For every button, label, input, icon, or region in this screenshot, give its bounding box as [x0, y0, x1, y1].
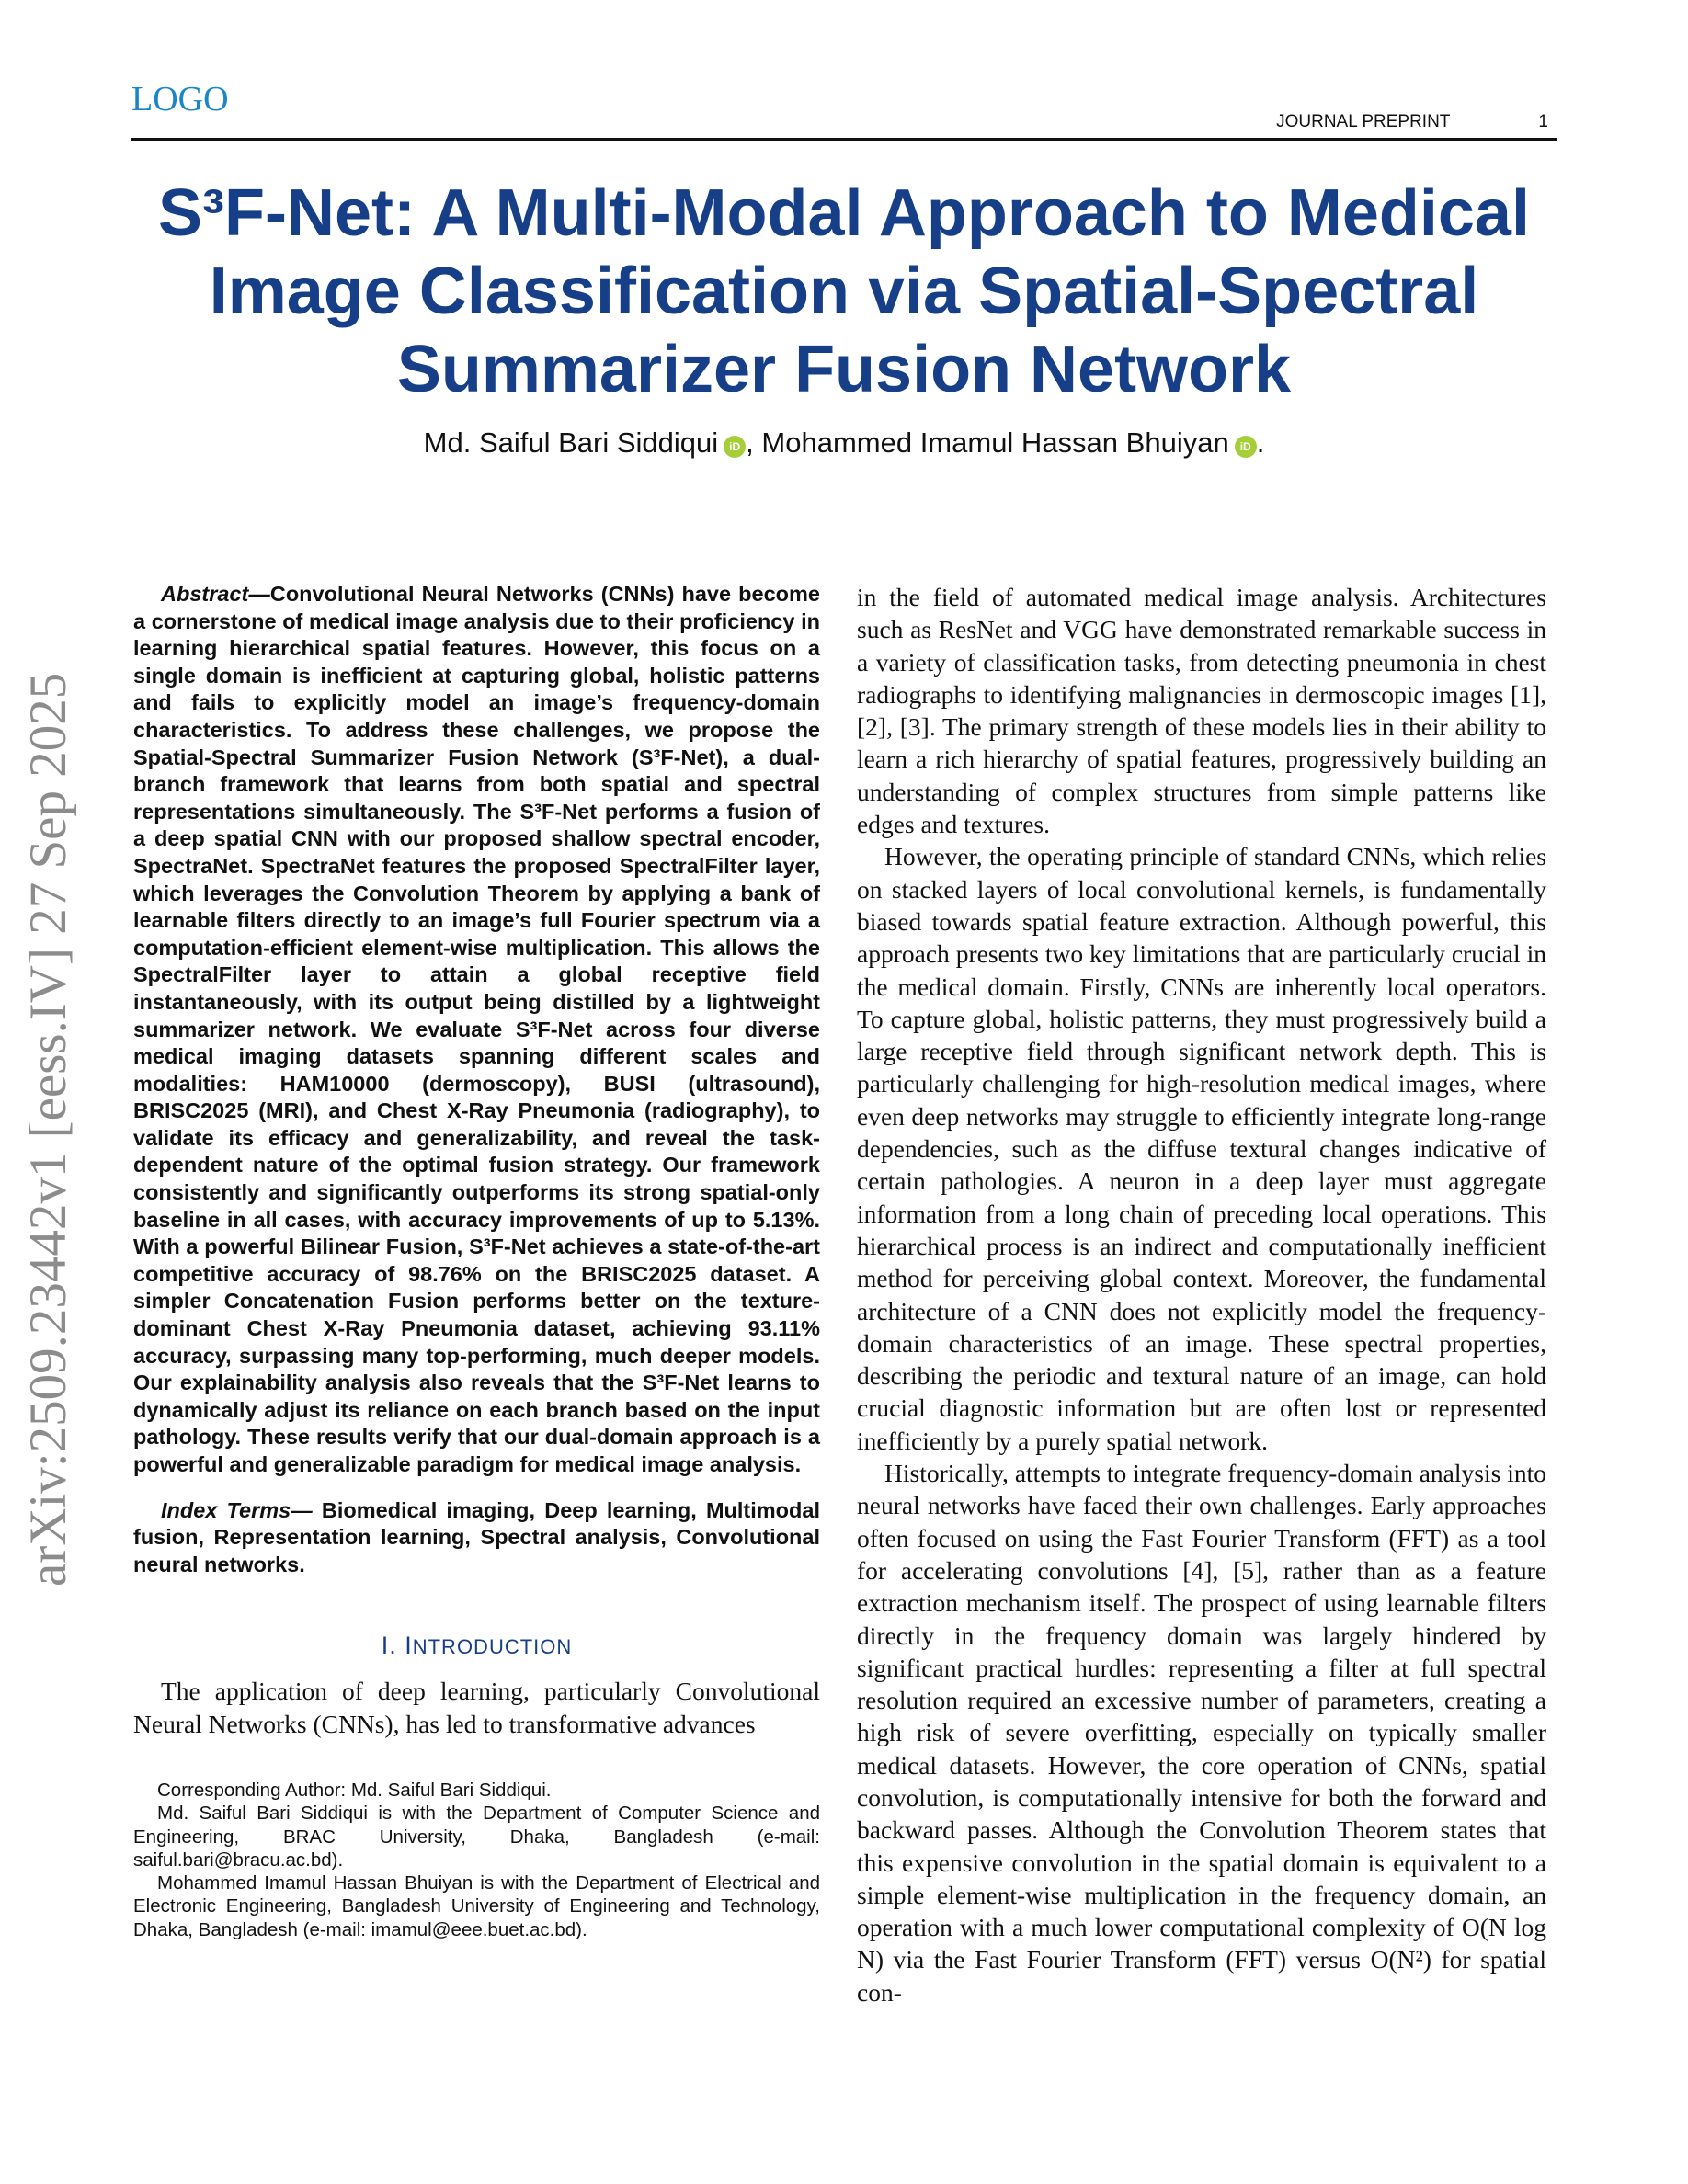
body-paragraph-2: However, the operating principle of standard CNNs, which relies on stacked layers of local convolutional kernels, is fundamentally biased towards spatial feature extraction. Although powerful, this approach presents two key limitations that are particularly crucial in the medical domain. Firstly, CNNs are inherently local operators. To capture global, holistic patterns, they must progressively build a large receptive field through significant network depth. This is particularly challenging for high-resolution medical images, where even deep networks may struggle to efficiently integrate long-range dependencies, such as the diffuse textural changes indicative of certain pathologies. A neuron in a deep layer must aggregate information from a long chain of preceding local operations. This hierarchical process is an indirect and computationally inefficient method for perceiving global context. Moreover, the fundamental architecture of a CNN does not explicitly model the frequency-domain characteristics of an image. These spectral properties, describing the periodic and textural nature of an image, can hold crucial diagnostic information but are often lost or represented inefficiently by a purely spatial network.	[857, 842, 1546, 1455]
journal-name: JOURNAL PREPRINT	[1276, 112, 1451, 131]
arxiv-stamp: arXiv:2509.23442v1 [eess.IV] 27 Sep 2025	[19, 672, 77, 1587]
author-separator: ,	[746, 427, 762, 459]
footnotes	[133, 1779, 820, 1941]
footnote-author1: Md. Saiful Bari Siddiqui is with the Department of Computer Science and Engineering, BRAC University, Dhaka, Bangladesh (e-mail: saiful.bari@bracu.ac.bd).	[133, 1803, 820, 1871]
abstract-text: Convolutional Neural Networks (CNNs) have become a cornerstone of medical image analysis due to their proficiency in learning hierarchical spatial features. However, this focus on a single domain is inefficient at capturing global, holistic patterns and fails to explicitly model an image’s frequency-domain characteristics. To address these challenges, we propose the Spatial-Spectral Summarizer Fusion Network (S³F-Net), a dual-branch framework that learns from both spatial and spectral representations simultaneously. The S³F-Net performs a fusion of a deep spatial CNN with our proposed shallow spectral encoder, SpectraNet. SpectraNet features the proposed SpectralFilter layer, which leverages the Convolution Theorem by applying a bank of learnable filters directly to an image’s full Fourier spectrum via a computation-efficient element-wise multiplication. This allows the SpectralFilter layer to attain a global receptive field instantaneously, with its output being distilled by a lightweight summarizer network. We evaluate S³F-Net across four diverse medical imaging datasets spanning different scales and modalities: HAM10000 (dermoscopy), BUSI (ultrasound), BRISC2025 (MRI), and Chest X-Ray Pneumonia (radiography), to validate its efficacy and generalizability, and reveal the task-dependent nature of the optimal fusion strategy. Our framework consistently and significantly outperforms its strong spatial-only baseline in all cases, with accuracy improvements of up to 5.13%. With a powerful Bilinear Fusion, S³F-Net achieves a state-of-the-art competitive accuracy of 98.76% on the BRISC2025 dataset. A simpler Concatenation Fusion performs better on the texture-dominant Chest X-Ray Pneumonia dataset, achieving 93.11% accuracy, surpassing many top-performing, much deeper models. Our explainability analysis also reveals that the S³F-Net learns to dynamically adjust its reliance on each branch based on the input pathology. These results verify that our dual-domain approach is a powerful and generalizable paradigm for medical image analysis.	[133, 582, 820, 1476]
section-heading-introduction	[133, 1632, 820, 1660]
abstract-label: Abstract—	[161, 582, 270, 606]
intro-paragraph: The application of deep learning, particularly Convolutional Neural Networks (CNNs), has led to transformative advances	[133, 1677, 820, 1738]
orcid-icon[interactable]: iD	[1235, 436, 1257, 458]
index-terms	[133, 1497, 820, 1579]
paper-title: S³F-Net: A Multi-Modal Approach to Medical Image Classification via Spatial-Spectral Summarizer Fusion Network	[158, 176, 1530, 406]
orcid-icon[interactable]: iD	[724, 436, 746, 458]
section-rest: NTRODUCTION	[412, 1635, 573, 1659]
page-number: 1	[1538, 112, 1548, 131]
running-header	[1276, 112, 1548, 132]
footnote-corresponding: Corresponding Author: Md. Saiful Bari Siddiqui.	[157, 1779, 552, 1801]
section-numeral: I.	[381, 1632, 405, 1660]
section-initial: I	[405, 1632, 413, 1660]
author-2: Mohammed Imamul Hassan Bhuiyan	[761, 427, 1229, 459]
index-terms-text: Biomedical imaging, Deep learning, Multimodal fusion, Representation learning, Spectral analysis, Convolutional neural networks.	[133, 1497, 820, 1576]
abstract	[133, 581, 820, 1479]
left-column	[133, 581, 820, 1941]
author-1: Md. Saiful Bari Siddiqui	[423, 427, 719, 459]
journal-logo: LOGO	[131, 80, 229, 119]
index-terms-label: Index Terms—	[161, 1497, 313, 1522]
body-paragraph-1: in the field of automated medical image analysis. Architectures such as ResNet and VGG have demonstrated remarkable success in a variety of classification tasks, from detecting pneumonia in chest radiographs to identifying malignancies in dermoscopic images [1], [2], [3]. The primary strength of these models lies in their ability to learn a rich hierarchy of spatial features, progressively building an understanding of complex structures from simple patterns like edges and textures.	[857, 583, 1546, 839]
body-paragraph-3: Historically, attempts to integrate frequency-domain analysis into neural networks have faced their own challenges. Early approaches often focused on using the Fast Fourier Transform (FFT) as a tool for accelerating convolutions [4], [5], rather than as a feature extraction mechanism itself. The prospect of using learnable filters directly in the frequency domain was largely hindered by significant practical hurdles: representing a filter at full spectral resolution required an excessive number of parameters, creating a high risk of severe overfitting, especially on typically smaller medical datasets. However, the core operation of CNNs, spatial convolution, is computationally intensive for both the forward and backward passes. Although the Convolution Theorem states that this expensive convolution in the spatial domain is equivalent to a simple element-wise multiplication in the frequency domain, an operation with a much lower computational complexity of O(N log N) via the Fast Fourier Transform (FFT) versus O(N²) for spatial con-	[857, 1459, 1546, 2007]
footnote-author2: Mohammed Imamul Hassan Bhuiyan is with the Department of Electrical and Electronic Engineering, Bangladesh University of Engineering and Technology, Dhaka, Bangladesh (e-mail: imamul@eee.buet.ac.bd).	[133, 1872, 820, 1940]
author-line	[131, 427, 1557, 460]
author-end: .	[1256, 427, 1265, 459]
right-column	[857, 581, 1546, 2008]
header-rule	[131, 138, 1557, 141]
